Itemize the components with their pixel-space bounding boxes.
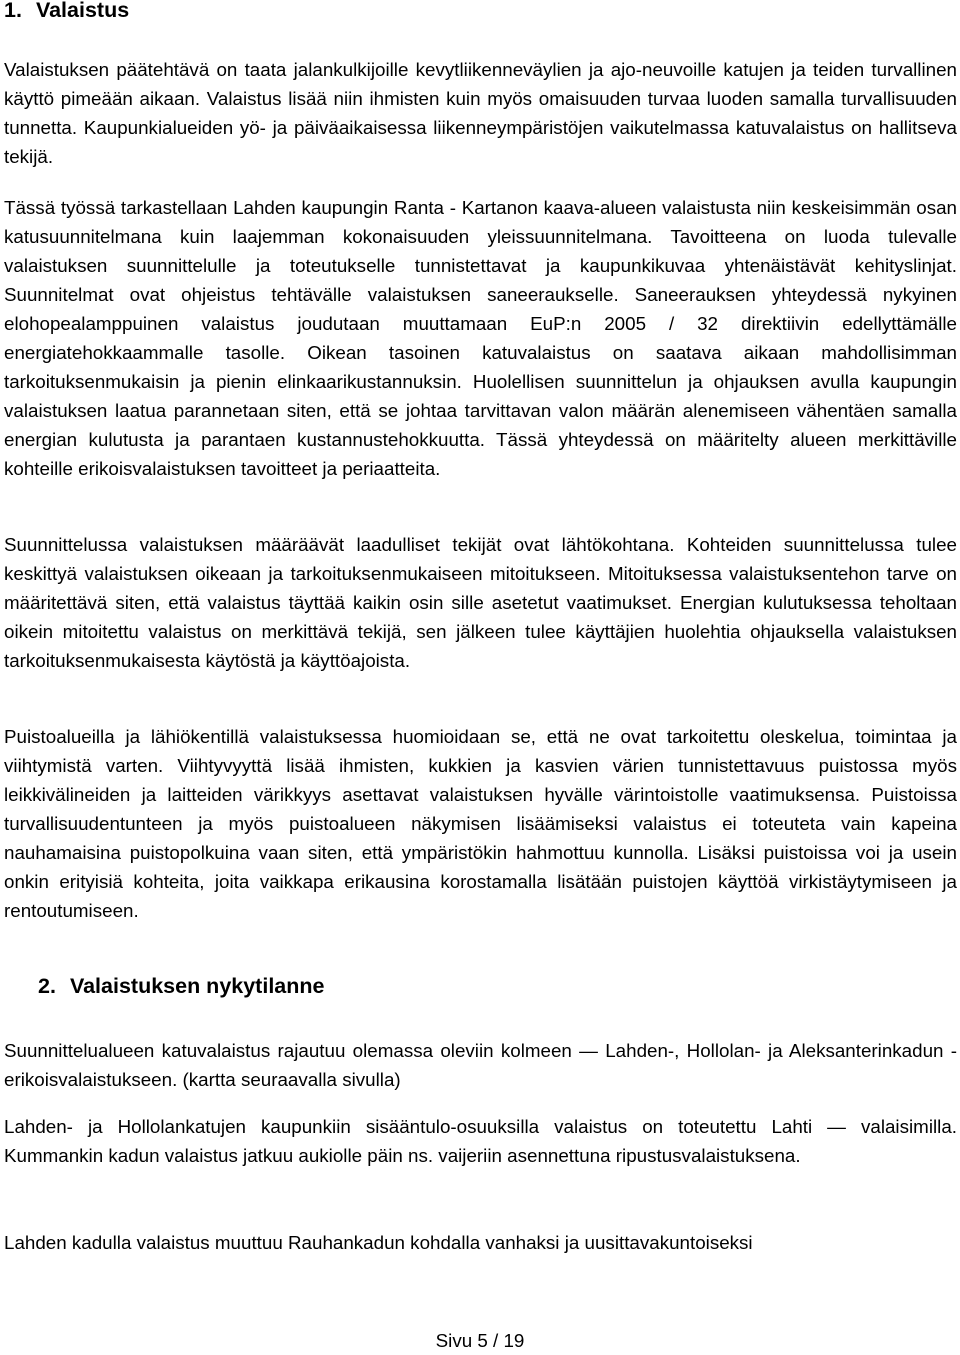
section-1-heading: [4, 0, 129, 24]
section-2-paragraph-3: Lahden kadulla valaistus muuttuu Rauhankadun kohdalla vanhaksi ja uusittavakuntoiseksi: [4, 1232, 753, 1253]
section-1-paragraph-3: Suunnittelussa valaistuksen määräävät laadulliset tekijät ovat lähtökohtana. Kohteiden suunnittelussa tulee keskittyä valaistuksen oikeaan ja tarkoituksenmukaiseen mitoitukseen. Mitoituksessa valaistuksentehon tarve on määritettävä siten, että valaistus täyttää kaikin osin sille asetetut vaatimukset. Energian kulutuksessa teholtaan oikein mitoitettu valaistus on merkittävä tekijä, sen jälkeen tulee käyttäjien huolehtia ohjauksella valaistuksen tarkoituksenmukaisesta käytöstä ja käyttöajoista.: [4, 534, 957, 671]
section-1-paragraph-2: Tässä työssä tarkastellaan Lahden kaupungin Ranta - Kartanon kaava-alueen valaistusta niin keskeisimmän osan katusuunnitelmana kuin laajemman kokonaisuuden yleissuunnitelmana. Tavoitteena on luoda tulevalle valaistuksen suunnittelulle ja toteutukselle tunnistettavat ja kaupunkikuvaa yhtenäistävät kehityslinjat. Suunnitelmat ovat ohjeistus tehtävälle valaistuksen saneeraukselle. Saneerauksen yhteydessä nykyinen elohopealamppuinen valaistus joudutaan muuttamaan EuP:n 2005 / 32 direktiivin edellyttämälle energiatehokkaammalle tasolle. Oikean tasoinen katuvalaistus on saatava aikaan mahdollisimman tarkoituksenmukaisin ja pienin elinkaarikustannuksin. Huolellisen suunnittelun ja ohjauksen avulla kaupungin valaistuksen laatua parannetaan siten, että se johtaa tarvittavan valon määrän alenemiseen vähentäen samalla energian kulutusta ja parantaen kustannustehokkuutta. Tässä yhteydessä on määritelty alueen merkittäville kohteille erikoisvalaistuksen tavoitteet ja periaatteita.: [4, 197, 957, 479]
section-1-paragraph-4: Puistoalueilla ja lähiökentillä valaistuksessa huomioidaan se, että ne ovat tarkoitettu oleskelua, toimintaa ja viihtymistä varten. Viihtyvyyttä lisää ihmisten, kukkien ja kasvien värien tunnistettavuus puistossa myös leikkivälineiden ja laitteiden värikkyys asettavat valaistuksen hyvälle värintoistolle vaatimuksensa. Puistoissa turvallisuudentunteen ja myös puistoalueen näkymisen lisäämiseksi valaistus ei toteuteta vain kapeina nauhamaisina puistopolkuina vaan siten, että ympäristökin hahmottuu kunnolla. Lisäksi puistoissa voi ja usein onkin erityisiä kohteita, joita vaikkapa erikausina korostamalla lisätään puistojen käyttöä virkistäytymiseen ja rentoutumiseen.: [4, 726, 957, 921]
section-2-title: Valaistuksen nykytilanne: [69, 974, 325, 998]
section-2-number: 2.: [38, 974, 56, 998]
section-1-number: 1.: [4, 0, 22, 22]
section-1-title: Valaistus: [35, 0, 130, 22]
section-1-paragraph-1: Valaistuksen päätehtävä on taata jalankulkijoille kevytliikenneväylien ja ajo-neuvoille katujen ja teiden turvallinen käyttö pimeään aikaan. Valaistus lisää niin ihmisten kuin myös omaisuuden turvaa luoden samalla turvallisuuden tunnetta. Kaupunkialueiden yö- ja päiväaikaisessa liikenneympäristöjen vaikutelmassa katuvalaistus on hallitseva tekijä.: [4, 59, 957, 167]
page-number-footer: Sivu 5 / 19: [435, 1330, 525, 1351]
section-2-paragraph-2: Lahden- ja Hollolankatujen kaupunkiin sisääntulo-osuuksilla valaistus on toteutettu Lahti — valaisimilla. Kummankin kadun valaistus jatkuu aukiolle päin ns. vaijeriin asennettuna ripustusvalaistuksena.: [4, 1116, 957, 1166]
section-2-paragraph-1: Suunnittelualueen katuvalaistus rajautuu olemassa oleviin kolmeen — Lahden-, Hollolan- ja Aleksanterinkadun - erikoisvalaistukseen. (kartta seuraavalla sivulla): [4, 1040, 957, 1090]
section-2-heading: [38, 972, 324, 1000]
